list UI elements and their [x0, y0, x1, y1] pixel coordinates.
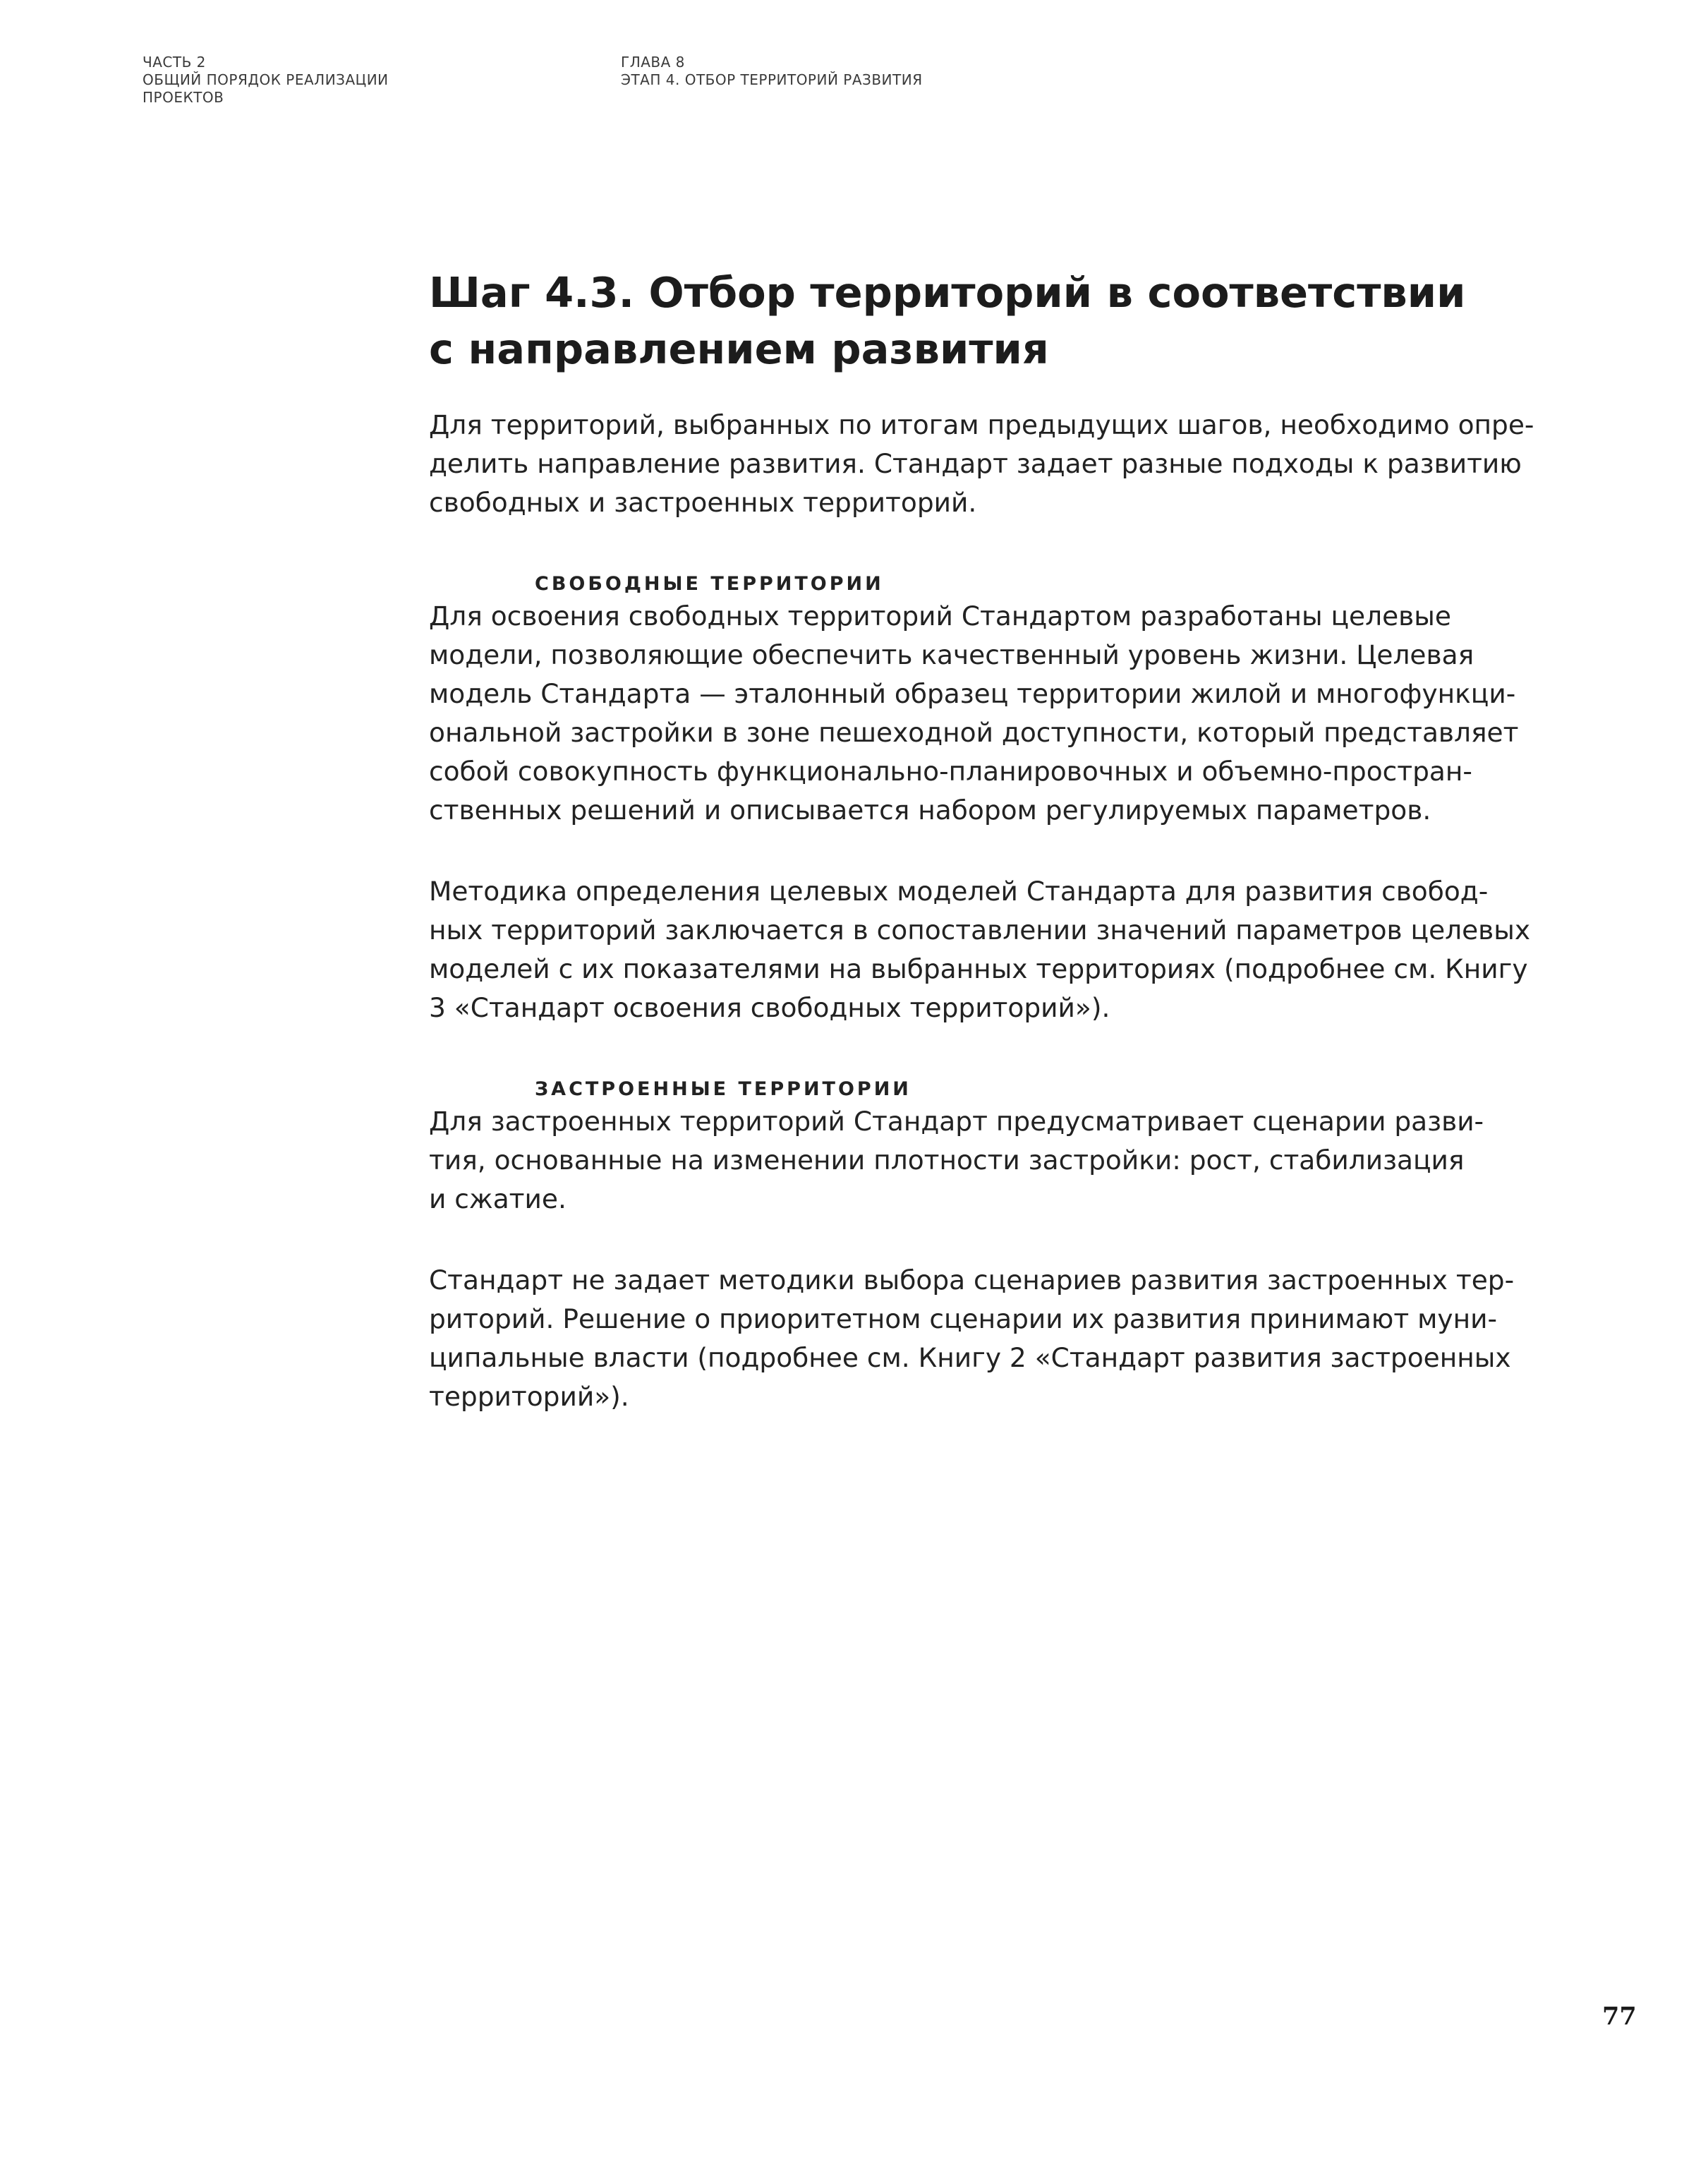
text-line: модель Стандарта — эталонный образец территории жилой и многофункци- [429, 678, 1516, 709]
text-line: ственных решений и описывается набором регулируемых параметров. [429, 795, 1431, 826]
section-heading-built-territories: ЗАСТРОЕННЫЕ ТЕРРИТОРИИ [535, 1078, 911, 1100]
running-head-part-title: ОБЩИЙ ПОРЯДОК РЕАЛИЗАЦИИ [143, 71, 389, 88]
text-line: Для территорий, выбранных по итогам предыдущих шагов, необходимо опре- [429, 409, 1534, 440]
text-line: модели, позволяющие обеспечить качественный уровень жизни. Целевая [429, 639, 1474, 670]
text-line: тия, основанные на изменении плотности застройки: рост, стабилизация [429, 1145, 1465, 1176]
running-head-part: ЧАСТЬ 2 [143, 54, 206, 71]
page-title [429, 265, 1544, 378]
main-content [429, 265, 1544, 1416]
text-line: собой совокупность функционально-планировочных и объемно-простран- [429, 756, 1472, 787]
text-line: ональной застройки в зоне пешеходной доступности, который представляет [429, 717, 1519, 748]
text-line: Для освоения свободных территорий Стандартом разработаны целевые [429, 600, 1451, 632]
running-head-chapter-title: ЭТАП 4. ОТБОР ТЕРРИТОРИЙ РАЗВИТИЯ [621, 71, 923, 88]
running-head-left [143, 54, 495, 107]
built-territories-paragraph-2 [429, 1261, 1544, 1416]
text-line: территорий»). [429, 1381, 629, 1412]
free-territories-paragraph-1 [429, 597, 1544, 830]
running-head-right [621, 54, 1115, 89]
text-line: риторий. Решение о приоритетном сценарии их развития принимают муни- [429, 1303, 1498, 1334]
text-line: моделей с их показателями на выбранных территориях (подробнее см. Книгу [429, 953, 1528, 984]
free-territories-paragraph-2 [429, 872, 1544, 1027]
text-line: ных территорий заключается в сопоставлении значений параметров целевых [429, 915, 1531, 946]
section-heading-free-territories: СВОБОДНЫЕ ТЕРРИТОРИИ [535, 573, 884, 595]
text-line: и сжатие. [429, 1183, 567, 1214]
text-line: ципальные власти (подробнее см. Книгу 2 «Стандарт развития застроенных [429, 1342, 1511, 1373]
text-line: 3 «Стандарт освоения свободных территорий»). [429, 992, 1110, 1023]
intro-paragraph [429, 406, 1544, 522]
text-line: Стандарт не задает методики выбора сценариев развития застроенных тер- [429, 1264, 1515, 1296]
title-line: с направлением развития [429, 325, 1049, 373]
running-head-part-title-cont: ПРОЕКТОВ [143, 89, 224, 106]
page-number: 77 [1602, 2002, 1637, 2031]
running-head-chapter: ГЛАВА 8 [621, 54, 685, 71]
text-line: Методика определения целевых моделей Стандарта для развития свобод- [429, 876, 1489, 907]
text-line: свободных и застроенных территорий. [429, 487, 977, 518]
text-line: Для застроенных территорий Стандарт предусматривает сценарии разви- [429, 1106, 1484, 1137]
built-territories-paragraph-1 [429, 1102, 1544, 1219]
title-line: Шаг 4.3. Отбор территорий в соответствии [429, 268, 1466, 317]
text-line: делить направление развития. Стандарт задает разные подходы к развитию [429, 448, 1522, 479]
